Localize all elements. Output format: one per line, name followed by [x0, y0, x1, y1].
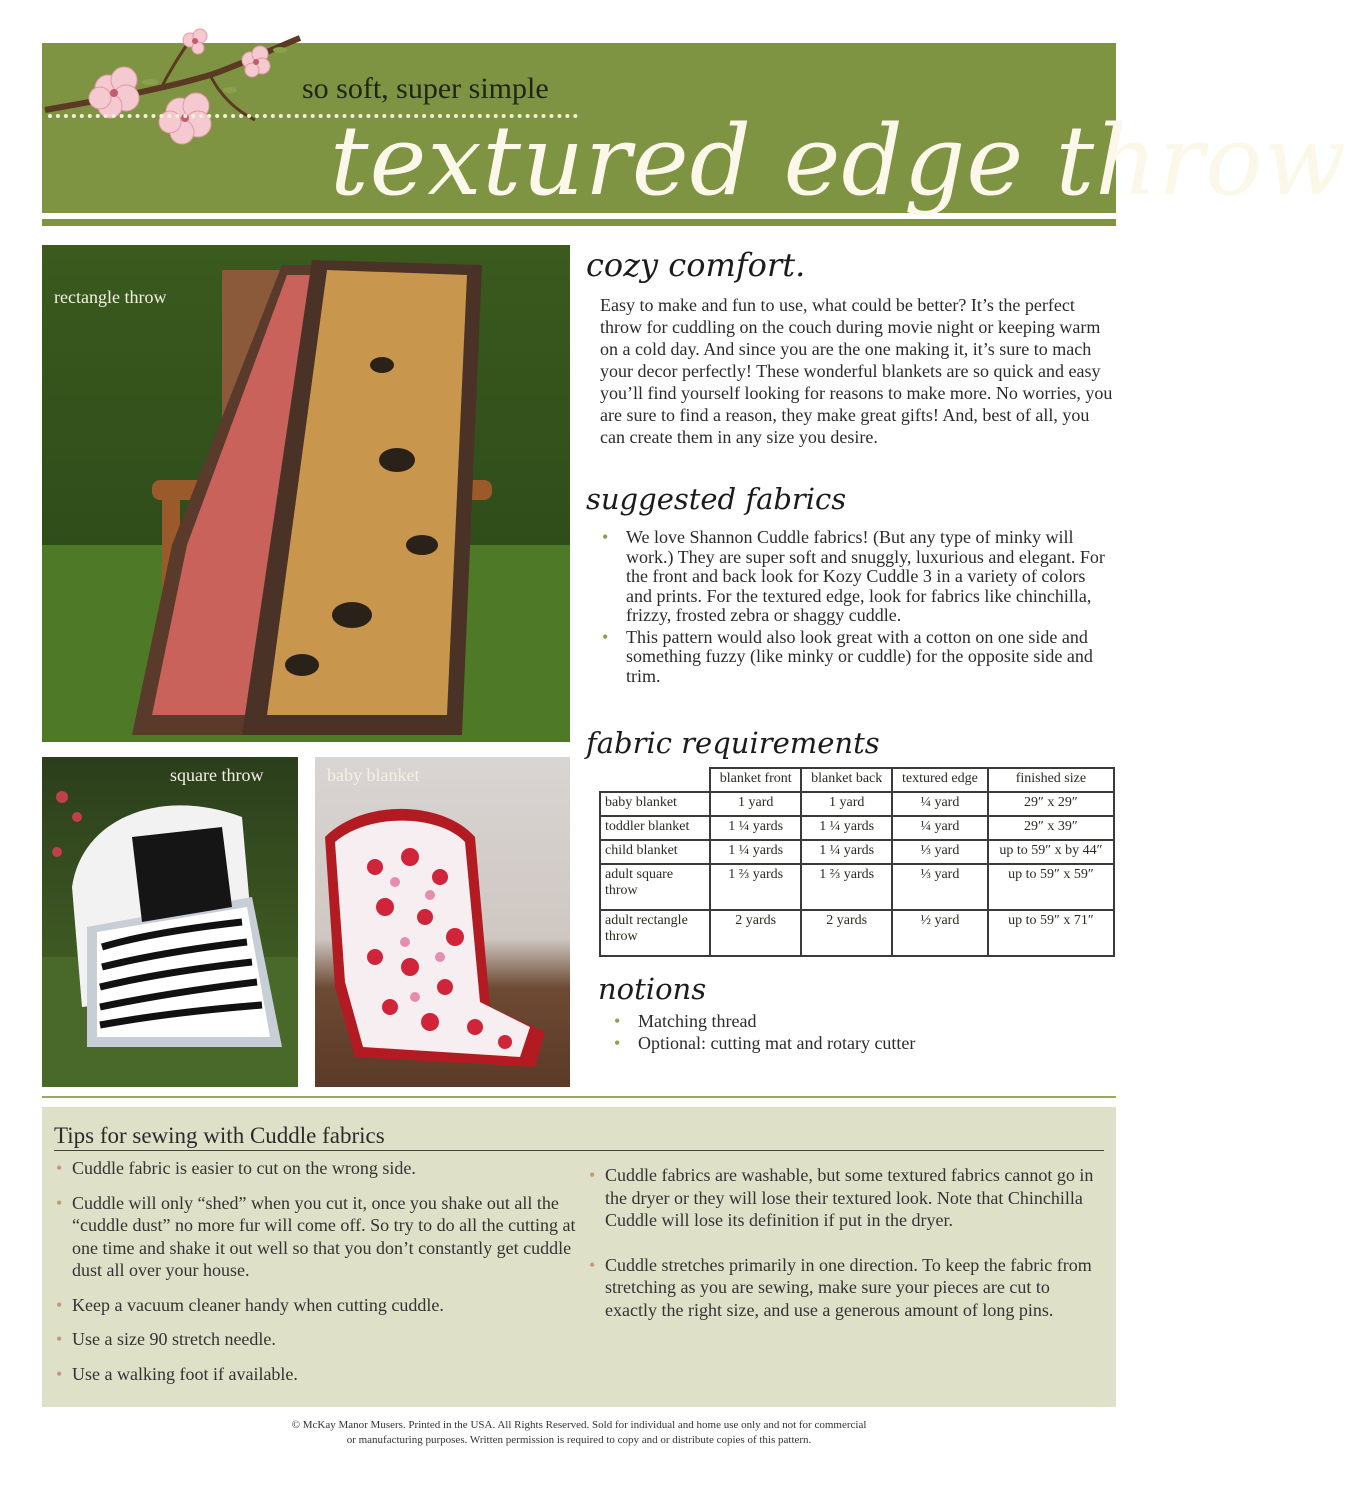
- page-title: textured edge throw: [330, 105, 1347, 217]
- column-header: textured edge: [892, 768, 988, 792]
- baby-blanket-caption: baby blanket: [327, 765, 420, 785]
- square-throw-illustration: [42, 757, 298, 1087]
- table-cell: 2 yards: [710, 910, 801, 956]
- table-cell: up to 59″ x 59″: [988, 864, 1114, 910]
- table-corner: [600, 768, 710, 792]
- list-item: • Use a walking foot if available.: [54, 1363, 579, 1386]
- table-cell: 1 yard: [710, 792, 801, 816]
- suggested-fabrics-list: [600, 528, 1115, 686]
- footer-line: © McKay Manor Musers. Printed in the USA. All Rights Reserved. Sold for individual and home use only and not for commercial: [291, 1419, 867, 1431]
- list-item: • This pattern would also look great with a cotton on one side and something fuzzy (like minky or cuddle) for the opposite side and trim.: [600, 628, 1115, 687]
- table-header-row: [600, 768, 1114, 792]
- tips-left-list: [54, 1157, 579, 1385]
- tips-title: Tips for sewing with Cuddle fabrics: [54, 1123, 1104, 1151]
- copyright-footer: [0, 1418, 1158, 1448]
- table-row: [600, 864, 1114, 910]
- table-cell: 1 yard: [801, 792, 892, 816]
- header-rule: [42, 219, 1116, 226]
- suggested-fabrics-heading: suggested fabrics: [586, 482, 847, 516]
- cherry-blossom-branch-illustration: [40, 20, 310, 150]
- baby-blanket-illustration: [315, 757, 570, 1087]
- row-label: adult rectangle throw: [600, 910, 710, 956]
- table-row: [600, 840, 1114, 864]
- column-header: blanket back: [801, 768, 892, 792]
- list-item: • Cuddle fabrics are washable, but some textured fabrics cannot go in the dryer or they will lose their textured look. Note that Chinchilla Cuddle will lose its definition if put in the dryer.: [587, 1164, 1102, 1232]
- table-row: [600, 910, 1114, 956]
- table-cell: up to 59″ x by 44″: [988, 840, 1114, 864]
- header-subtitle: so soft, super simple: [302, 72, 549, 105]
- table-cell: 29″ x 39″: [988, 816, 1114, 840]
- column-header: blanket front: [710, 768, 801, 792]
- fabric-requirements-table: [599, 767, 1115, 957]
- rectangle-throw-caption: rectangle throw: [54, 287, 167, 307]
- notions-heading: notions: [598, 972, 707, 1006]
- table-cell: 1 ¼ yards: [801, 840, 892, 864]
- baby-blanket-photo: [315, 757, 570, 1087]
- tips-right-list: [587, 1164, 1102, 1321]
- table-cell: 29″ x 29″: [988, 792, 1114, 816]
- cozy-comfort-text: Easy to make and fun to use, what could be better? It’s the perfect throw for cuddling on the couch during movie night or keeping warm on a cold day. And since you are the one making it, it’s sure to mach your decor perfectly! These wonderful blankets are so quick and easy you’ll find yourself looking for reasons to make more. No worries, you are sure to find a reason, they make great gifts! And, best of all, you can create them in any size you desire.: [600, 295, 1113, 447]
- square-throw-photo: [42, 757, 298, 1087]
- table-cell: ½ yard: [892, 910, 988, 956]
- table-cell: 1 ⅔ yards: [801, 864, 892, 910]
- list-item: • Cuddle fabric is easier to cut on the wrong side.: [54, 1157, 579, 1180]
- row-label: toddler blanket: [600, 816, 710, 840]
- table-cell: ⅓ yard: [892, 840, 988, 864]
- row-label: baby blanket: [600, 792, 710, 816]
- square-throw-caption: square throw: [170, 765, 264, 785]
- list-item: • We love Shannon Cuddle fabrics! (But any type of minky will work.) They are super soft and snuggly, luxurious and elegant. For the front and back look for Kozy Cuddle 3 in a variety of colors and prints. For the textured edge, look for fabrics like chinchilla, frizzy, frosted zebra or shaggy cuddle.: [600, 528, 1115, 626]
- list-item: • Cuddle will only “shed” when you cut it, once you shake out all the “cuddle dust” no more fur will come off. So try to do all the cutting at one time and shake it out well so that you don’t constantly get cuddle dust all over your house.: [54, 1192, 579, 1282]
- row-label: adult square throw: [600, 864, 710, 910]
- row-label: child blanket: [600, 840, 710, 864]
- column-header: finished size: [988, 768, 1114, 792]
- table-cell: 1 ¼ yards: [710, 816, 801, 840]
- table-cell: ¼ yard: [892, 816, 988, 840]
- list-item: • Matching thread: [612, 1010, 1112, 1032]
- footer-line: or manufacturing purposes. Written permission is required to copy and or distribute copies of this pattern.: [346, 1434, 812, 1446]
- list-item: • Keep a vacuum cleaner handy when cutting cuddle.: [54, 1294, 579, 1317]
- table-cell: ⅓ yard: [892, 864, 988, 910]
- table-row: [600, 816, 1114, 840]
- table-cell: 1 ¼ yards: [710, 840, 801, 864]
- table-cell: 1 ⅔ yards: [710, 864, 801, 910]
- notions-list: [612, 1010, 1112, 1054]
- list-item: • Optional: cutting mat and rotary cutter: [612, 1032, 1112, 1054]
- list-item: • Cuddle stretches primarily in one direction. To keep the fabric from stretching as you are sewing, make sure your pieces are cut to exactly the right size, and use a generous amount of long pins.: [587, 1254, 1102, 1322]
- tips-divider: [42, 1096, 1116, 1098]
- table-cell: ¼ yard: [892, 792, 988, 816]
- table-cell: 2 yards: [801, 910, 892, 956]
- table-row: [600, 792, 1114, 816]
- rectangle-throw-illustration: [42, 245, 570, 742]
- list-item: • Use a size 90 stretch needle.: [54, 1328, 579, 1351]
- table-cell: up to 59″ x 71″: [988, 910, 1114, 956]
- rectangle-throw-photo: [42, 245, 570, 742]
- fabric-requirements-heading: fabric requirements: [586, 726, 880, 760]
- tips-panel: [42, 1107, 1116, 1407]
- cozy-comfort-heading: cozy comfort.: [586, 246, 806, 284]
- table-cell: 1 ¼ yards: [801, 816, 892, 840]
